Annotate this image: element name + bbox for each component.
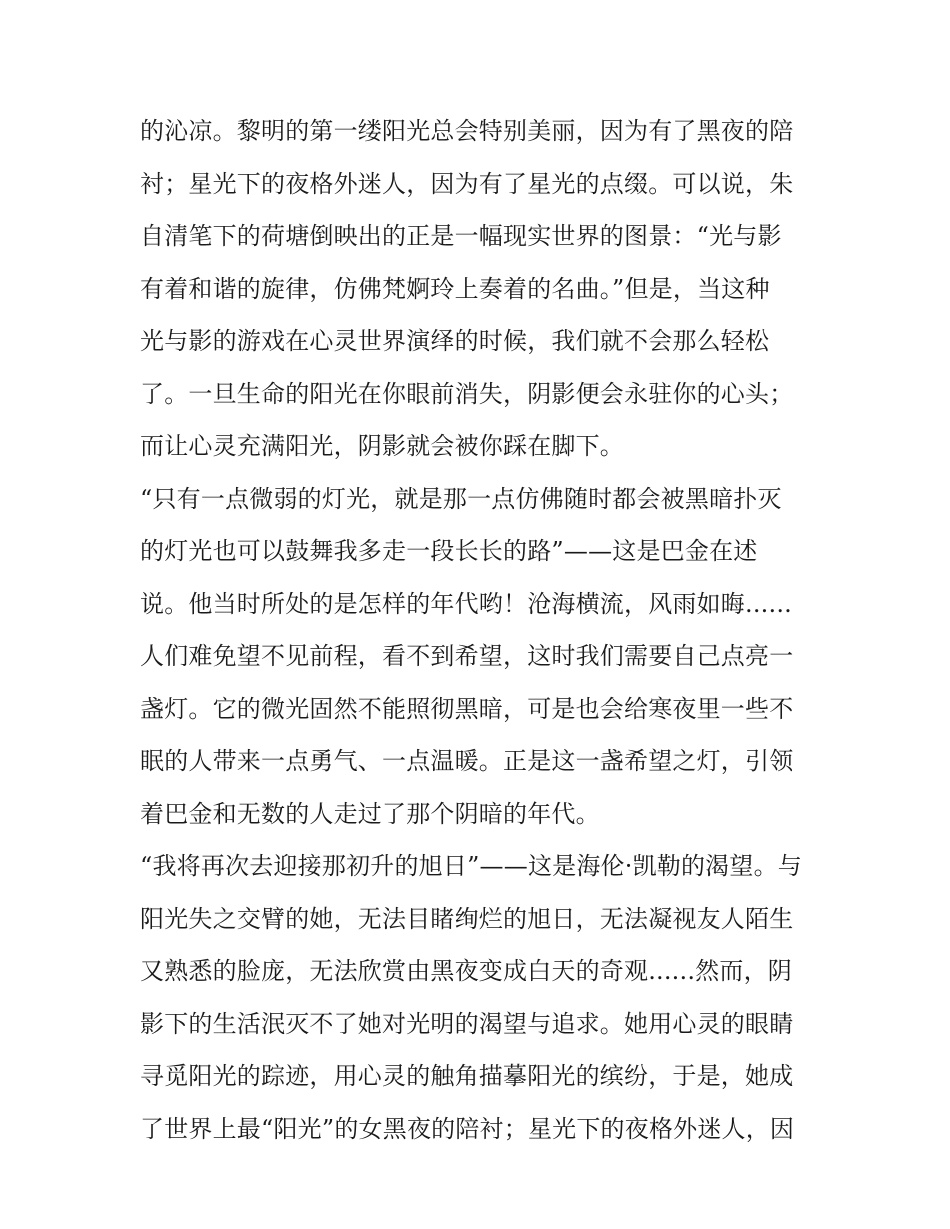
body-text (140, 105, 812, 1155)
text-line: 的沁凉。黎明的第一缕阳光总会特别美丽，因为有了黑夜的陪 (140, 117, 794, 145)
text-line: 盏灯。它的微光固然不能照彻黑暗，可是也会给寒夜里一些不 (140, 694, 794, 723)
text-line: 了世界上最“阳光”的女黑夜的陪衬；星光下的夜格外迷人，因 (140, 1114, 795, 1143)
text-line: 寻觅阳光的踪迹，用心灵的触角描摹阳光的缤纷，于是，她成 (140, 1062, 794, 1090)
text-line: 有着和谐的旋律，仿佛梵婀玲上奏着的名曲。”但是，当这种 (140, 274, 770, 303)
text-line: 影下的生活泯灭不了她对光明的渴望与追求。她用心灵的眼睛 (140, 1009, 794, 1038)
text-line: 的灯光也可以鼓舞我多走一段长长的路”——这是巴金在述 (140, 537, 758, 565)
text-line: 自清笔下的荷塘倒映出的正是一幅现实世界的图景：“光与影 (140, 222, 782, 250)
text-line: 衬；星光下的夜格外迷人，因为有了星光的点缀。可以说，朱 (140, 169, 794, 198)
text-line: 又熟悉的脸庞，无法欣赏由黑夜变成白天的奇观......然而，阴 (140, 957, 792, 985)
text-line: 眠的人带来一点勇气、一点温暖。正是这一盏希望之灯，引领 (140, 747, 794, 775)
text-line: 阳光失之交臂的她，无法目睹绚烂的旭日，无法凝视友人陌生 (140, 904, 794, 933)
text-line: 人们难免望不见前程，看不到希望，这时我们需要自己点亮一 (140, 642, 794, 670)
text-line: 而让心灵充满阳光，阴影就会被你踩在脚下。 (140, 432, 624, 460)
text-line: “只有一点微弱的灯光，就是那一点仿佛随时都会被黑暗扑灭 (140, 484, 782, 513)
text-line: 说。他当时所处的是怎样的年代哟！沧海横流，风雨如晦...... (140, 589, 792, 618)
text-line: 着巴金和无数的人走过了那个阴暗的年代。 (140, 799, 600, 828)
text-line: 了。一旦生命的阳光在你眼前消失，阴影便会永驻你的心头； (140, 379, 794, 408)
text-line: 光与影的游戏在心灵世界演绎的时候，我们就不会那么轻松 (140, 327, 770, 355)
text-line: “我将再次去迎接那初升的旭日”——这是海伦·凯勒的渴望。与 (140, 852, 802, 880)
